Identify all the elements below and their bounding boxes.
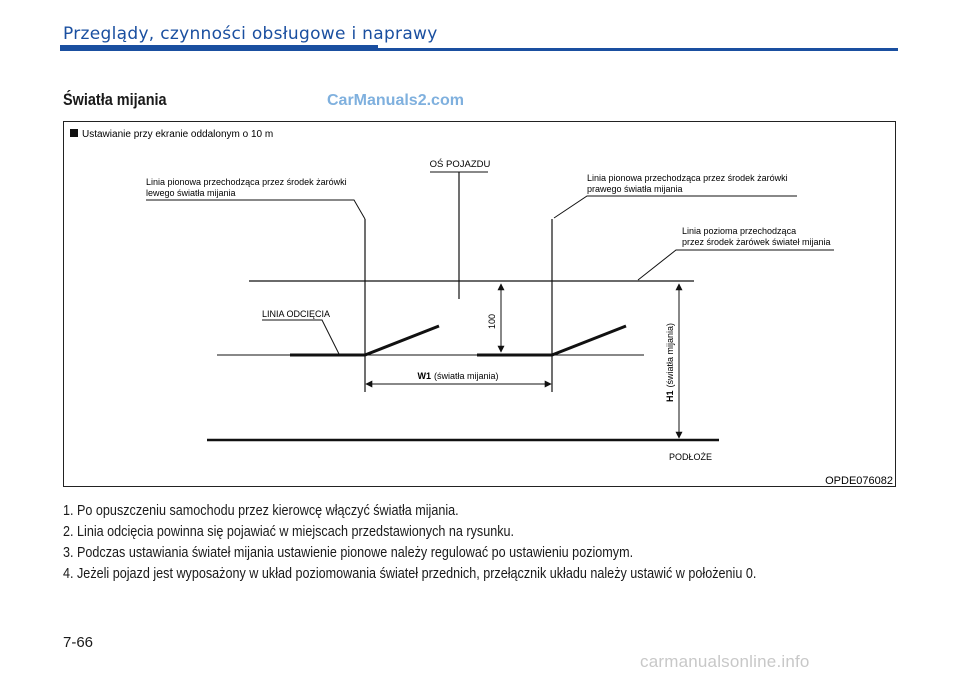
h1-label	[665, 323, 675, 402]
section-heading: Światła mijania	[63, 90, 167, 109]
h1-label-text: (światła mijania)	[665, 322, 675, 388]
watermark-top[interactable]: CarManuals2.com	[327, 92, 464, 109]
left-vertical-label-2: lewego światła mijania	[146, 188, 236, 198]
diagram-canvas	[64, 122, 897, 488]
w1-label-text: (światła mijania)	[433, 371, 499, 381]
horizontal-line-label-1: Linia pozioma przechodząca	[682, 226, 797, 236]
w1-label	[417, 371, 498, 381]
cutoff-line-leader	[262, 320, 340, 356]
left-vertical-label-1: Linia pionowa przechodząca przez środek żarówki	[146, 177, 347, 187]
cutoff-line-label: LINIA ODCIĘCIA	[262, 309, 331, 319]
instruction-step: 3. Podczas ustawiania świateł mijania ustawienie pionowe należy regulować po ustawieniu poziomym.	[63, 544, 634, 561]
dimension-100-label: 100	[487, 313, 497, 329]
instruction-step: 1. Po opuszczeniu samochodu przez kierowcę włączyć światła mijania.	[63, 502, 459, 519]
figure-caption: Ustawianie przy ekranie oddalonym o 10 m	[82, 129, 274, 140]
instruction-list	[63, 500, 898, 584]
ground-label: PODŁOŻE	[669, 452, 713, 462]
header-rule	[60, 48, 898, 51]
watermark-bottom[interactable]: carmanualsonline.info	[640, 652, 810, 671]
h1-label-bold: H1	[665, 390, 675, 402]
left-vertical-leader	[146, 200, 365, 219]
figure-code: OPDE076082	[825, 475, 893, 487]
horizontal-line-leader	[638, 250, 834, 280]
right-vertical-leader	[554, 196, 797, 218]
instruction-step: 2. Linia odcięcia powinna się pojawiać w miejscach przedstawionych na rysunku.	[63, 523, 515, 540]
page-number: 7-66	[63, 634, 94, 651]
vehicle-axis-label: OŚ POJAZDU	[429, 159, 491, 170]
instruction-step: 4. Jeżeli pojazd jest wyposażony w układ poziomowania świateł przednich, przełącznik układu należy ustawić w położeniu 0.	[63, 565, 757, 582]
w1-label-bold: W1	[417, 371, 431, 381]
right-vertical-label-2: prawego światła mijania	[587, 184, 683, 194]
horizontal-line-label-2: przez środek żarówek świateł mijania	[682, 237, 831, 247]
right-vertical-label-1: Linia pionowa przechodząca przez środek żarówki	[587, 173, 788, 183]
caption-square-icon	[70, 129, 78, 137]
headlight-aiming-diagram	[63, 121, 896, 487]
header-title: Przeglądy, czynności obsługowe i naprawy	[63, 24, 438, 44]
